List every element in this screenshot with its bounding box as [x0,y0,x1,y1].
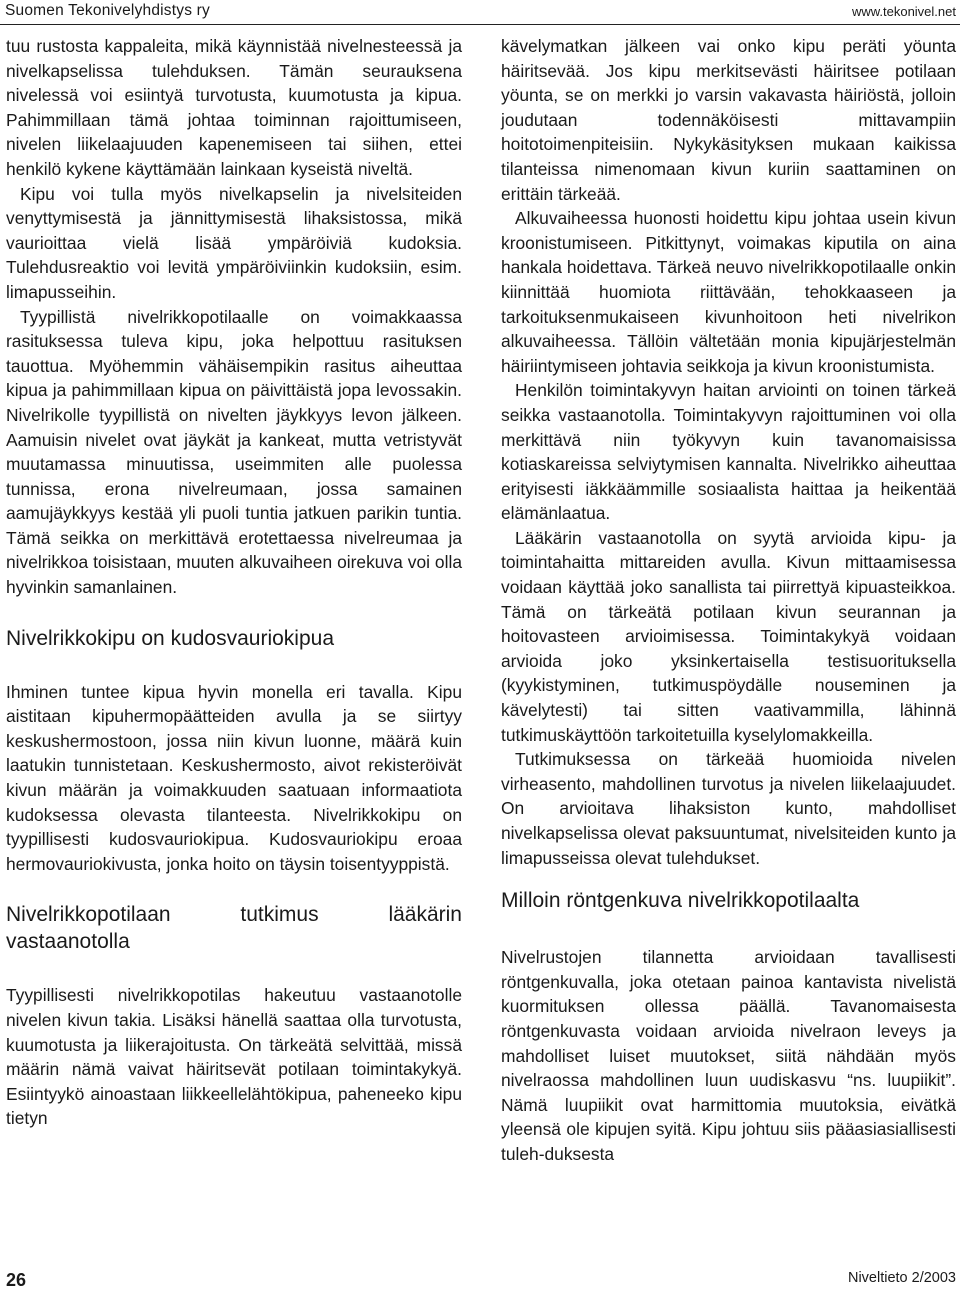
left-column [6,34,462,1131]
header-website-link[interactable]: www.tekonivel.net [851,4,956,19]
paragraph: Lääkärin vastaanotolla on syytä arvioida kipu- ja toimintahaitta mittareiden avulla. Kivun mittaamisessa voidaan käyttää joko sanallista tai piirrettyä kipuasteikkoa. Tämä on tärkeätä potilaan kivun seurannan ja hoitovasteen arvioimisessa. Toimintakykyä voidaan arvioida joko yksinkertaisella testisuorituksella (kyykistyminen, tutkimuspöydälle nouseminen ja kävelytesti) tai sitten vaativammilla, lähinnä tutkimuskäyttöön tarkoitetuilla kyselylomakkeilla. [501,527,956,745]
paragraph: Nivelrustojen tilannetta arvioidaan tavallisesti röntgenkuvalla, joka otetaan painoa kantavista nivelistä kuormituksen ollessa päällä. Tavanomaisesta röntgenkuvasta voidaan arvioida nivelraon leveys ja mahdolliset luiset muutokset, siitä nähdään myös nivelraossa mahdollinen luun uudiskasvu “ns. luupiikit”. Nämä luupiikit ovat harmittomia muutoksia, eivätkä yleensä ole kipujen syitä. Kipu johtuu siis pääasiasiallisesti tuleh-duksesta [501,947,956,1164]
section-heading: Milloin röntgenkuva nivelrikkopotilaalta [501,889,860,913]
header-divider [0,24,960,25]
paragraph: Tyypillisesti nivelrikkopotilas hakeutuu vastaanotolle nivelen kivun takia. Lisäksi hänellä saattaa olla turvotusta, kuumotusta ja liikerajoitusta. On tärkeätä selvittää, missä määrin nämä vaivat häiritsevät potilaan toimintakykyä. Esiintyykö ainoastaan liikkeellelähtökipua, paheneeko kipu tietyn [6,985,462,1129]
right-column [501,34,956,1167]
publication-issue: Niveltieto 2/2003 [847,1270,956,1286]
paragraph: Tutkimuksessa on tärkeää huomioida nivelen virheasento, mahdollinen turvotus ja nivelen liikelaajuudet. On arvioitava lihaksiston kunto, mahdolliset nivelkapselissa olevat paksuuntumat, nivelsiteiden kunto ja limapusseissa olevat tulehdukset. [501,749,956,868]
paragraph: kävelymatkan jälkeen vai onko kipu peräti yöunta häiritsevää. Jos kipu merkitsevästi häiritsee potilaan yöunta, se on merkki jo varsin vakavasta häiriöstä, jolloin joudutaan todennäköisesti mittavampiin hoitotoimenpiteisiin. Nykykäsityksen mukaan kaikissa tilanteissa nimenomaan kivun kuriin saattaminen on erittäin tärkeää. [501,36,956,204]
paragraph: Kipu voi tulla myös nivelkapselin ja nivelsiteiden venyttymisestä ja jännittymisestä lihaksistossa, mikä vaurioittaa vielä lisää ympäröiviä kudoksia. Tulehdusreaktio voi levitä ympäröiviinkin kudoksiin, esim. limapusseihin. [6,183,462,302]
paragraph: Alkuvaiheessa huonosti hoidettu kipu johtaa usein kivun kroonistumiseen. Pitkittynyt, voimakas kiputila on aina hankala hoidettava. Tärkeä neuvo nivelrikkopotilaalle onkin kiinnittää huomiota riittävään, tehokkaaseen ja tarkoituksenmukaiseen kivunhoitoon heti nivelrikon alkuvaiheessa. Tällöin vältetään monia kipujärjestelmän häiriintymiseen johtavia seikkoja ja kivun kroonistumista. [501,208,956,376]
header-organization: Suomen Tekonivelyhdistys ry [5,2,210,19]
page-number: 26 [6,1270,27,1290]
paragraph: Tyypillistä nivelrikkopotilaalle on voimakkaassa rasituksessa tuleva kipu, joka helpottuu rasituksen tauottua. Myöhemmin vähäisempikin rasitus aiheuttaa kipua ja pahimmillaan kipua on päivittäistä jopa levossakin. Nivelrikolle tyypillistä on nivelten jäykkyys levon jälkeen. Aamuisin nivelet ovat jäykät ja kankeat, mutta vetristyvät muutamassa minuutissa, useimmiten alle puolessa tunnissa, erona nivelreumaan, jossa samainen aamujäykkyys kestää yli puoli tuntia jatkuen parikin tuntia. Tämä seikka on merkittävä erotettaessa nivelreumaa ja nivelrikkoa toisistaan, muuten alkuvaiheen oirekuva voi olla hyvinkin samanlainen. [6,306,462,598]
section-heading: Nivelrikkopotilaan tutkimus lääkärin vastaanotolla [6,903,462,954]
page-header [0,0,960,25]
paragraph: Henkilön toimintakyvyn haitan arviointi on toinen tärkeä seikka vastaanotolla. Toimintakyvyn rajoittuminen voi olla merkittävä niin työkyvyn kuin tavanomaisissa kotiaskareissa selviytymisen kannalta. Nivelrikko aiheuttaa erityisesti iäkkäämmille sosiaalista haittaa ja heikentää elämänlaatua. [501,380,956,524]
paragraph: tuu rustosta kappaleita, mikä käynnistää nivelnesteessä ja nivelkapselissa tulehduksen. Tämän seurauksena nivelessä voi esiintyä turvotusta, kuumotusta ja kipua. Pahimmillaan tämä johtaa toiminnan rajoittumiseen, nivelen liikelaajuuden kapenemiseen tai siihen, ettei henkilö kykene käyttämään lainkaan kyseistä niveltä. [6,36,462,179]
paragraph: Ihminen tuntee kipua hyvin monella eri tavalla. Kipu aistitaan kipuhermopäätteiden avulla ja se siirtyy keskushermostoon, jossa niin kivun luonne, määrä kuin laatukin tunnistetaan. Keskushermosto, aivot rekisteröivät kivun määrän ja voimakkuuden saatuaan informaatiota kudoksessa olevasta tilanteesta. Nivelrikkokipu on tyypillisesti kudosvauriokipua. Kudosvauriokipu eroaa hermovauriokivusta, jonka hoito on täysin toisentyyppistä. [6,681,462,874]
section-heading: Nivelrikkokipu on kudosvauriokipua [6,626,335,650]
